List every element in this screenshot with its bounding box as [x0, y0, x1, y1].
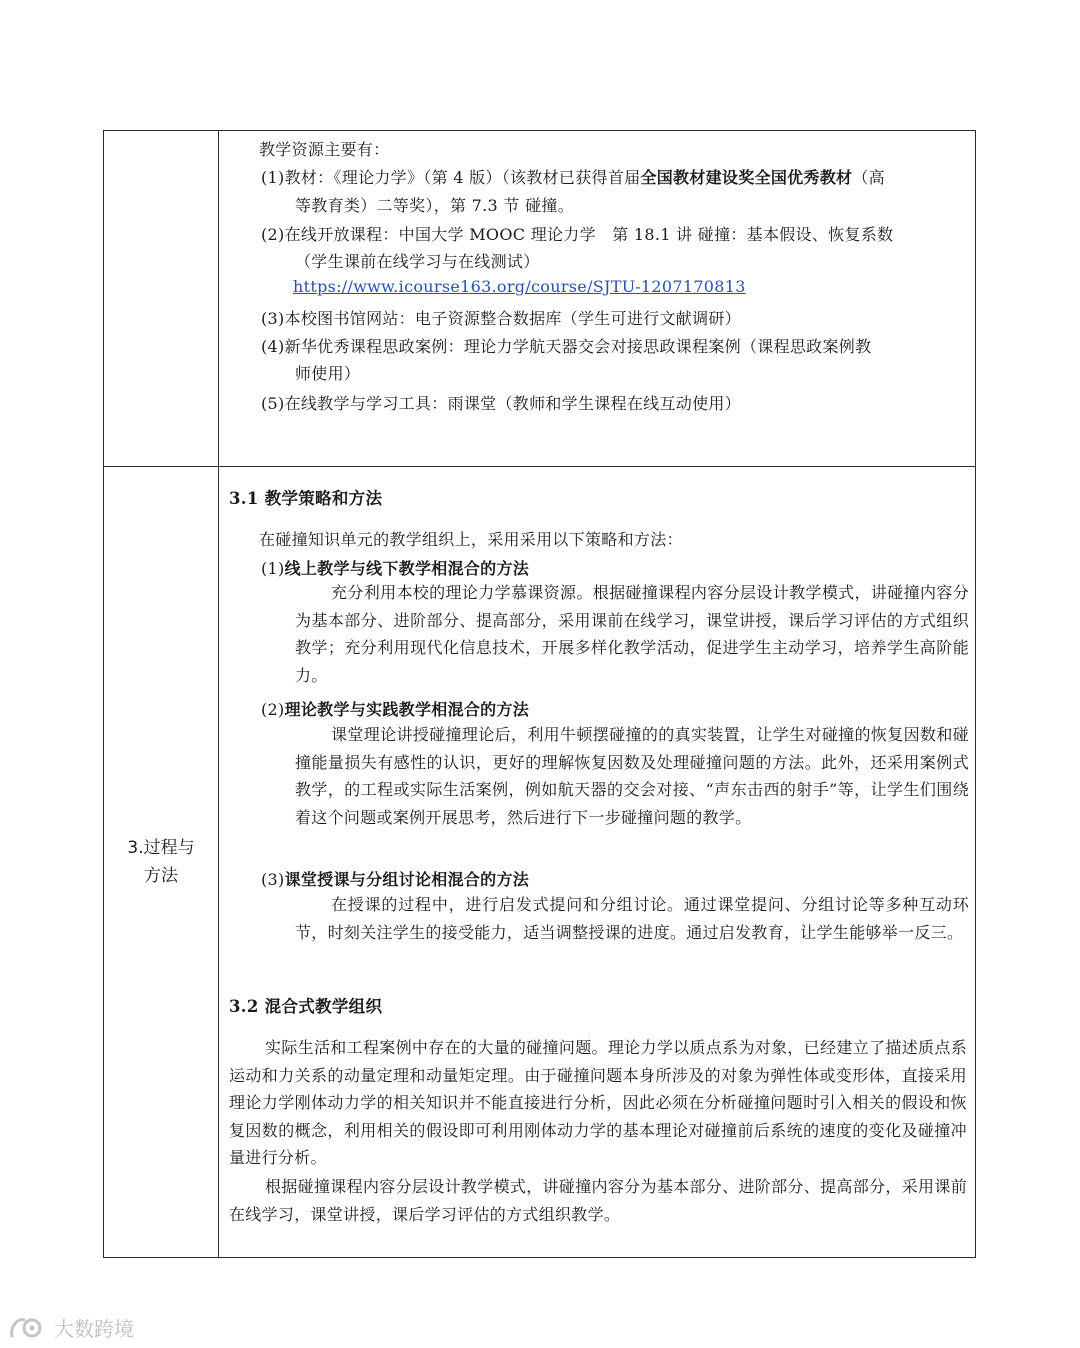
resources-label-cell	[104, 131, 219, 466]
resource-item-1: (1)教材：《理论力学》（第 4 版）（该教材已获得首届全国教材建设奖全国优秀教材（高	[261, 168, 885, 187]
resource-item-1-cont: 等教育类）二等奖），第 7.3 节 碰撞。	[295, 196, 575, 215]
process-content-cell	[219, 467, 975, 1257]
resources-intro: 教学资源主要有：	[259, 140, 390, 159]
resource-item-5: (5)在线教学与学习工具：雨课堂（教师和学生课程在线互动使用）	[261, 394, 741, 413]
method-1-title: (1)线上教学与线下教学相混合的方法	[261, 559, 530, 578]
method-2-body: 课堂理论讲授碰撞理论后，利用牛顿摆碰撞的的真实装置，让学生对碰撞的恢复因数和碰撞能量损失有感性的认识，更好的理解恢复因数及处理碰撞问题的方法。此外，还采用案例式教学，的工程或实际生活案例，例如航天器的交会对接、“声东击西的射手”等，让学生们围绕着这个问题或案例开展思考，然后进行下一步碰撞问题的教学。	[295, 725, 969, 827]
section-heading-3-1: 3.1 教学策略和方法	[229, 489, 383, 508]
method-1-body: 充分利用本校的理论力学慕课资源。根据碰撞课程内容分层设计教学模式，讲碰撞内容分为基本部分、进阶部分、提高部分，采用课前在线学习，课堂讲授，课后学习评估的方式组织教学；充分利用现代化信息技术，开展多样化教学活动，促进学生主动学习，培养学生高阶能力。	[295, 583, 969, 685]
process-row	[104, 466, 975, 1257]
resource-item-3: (3)本校图书馆网站：电子资源整合数据库（学生可进行文献调研）	[261, 309, 741, 328]
watermark-logo-icon	[8, 1314, 48, 1342]
section-heading-3-2: 3.2 混合式教学组织	[229, 997, 383, 1016]
watermark-text: 大数跨境	[54, 1317, 134, 1341]
method-2-title: (2)理论教学与实践教学相混合的方法	[261, 700, 530, 719]
resource-item-2: (2)在线开放课程：中国大学 MOOC 理论力学 第 18.1 讲 碰撞：基本假设、恢复系数	[261, 225, 894, 244]
mooc-url-link[interactable]: https://www.icourse163.org/course/SJTU-1207170813	[293, 277, 746, 296]
method-3-body: 在授课的过程中，进行启发式提问和分组讨论。通过课堂提问、分组讨论等多种互动环节，时刻关注学生的接受能力，适当调整授课的进度。通过启发教育，让学生能够举一反三。	[295, 895, 969, 942]
process-intro: 在碰撞知识单元的教学组织上，采用采用以下策略和方法：	[259, 530, 683, 549]
organization-paragraph-2: 根据碰撞课程内容分层设计教学模式，讲碰撞内容分为基本部分、进阶部分、提高部分，采用课前在线学习，课堂讲授，课后学习评估的方式组织教学。	[229, 1177, 967, 1224]
method-3-title: (3)课堂授课与分组讨论相混合的方法	[261, 870, 530, 889]
resource-item-2-cont: （学生课前在线学习与在线测试）	[295, 252, 540, 271]
resources-content-cell	[219, 131, 975, 466]
watermark	[8, 1313, 134, 1342]
resources-row	[104, 131, 975, 466]
process-label: 3.过程与 方法	[104, 467, 219, 1257]
resource-item-4: (4)新华优秀课程思政案例：理论力学航天器交会对接思政课程案例（课程思政案例教	[261, 337, 872, 356]
mooc-link[interactable]	[293, 277, 746, 296]
organization-paragraph-1: 实际生活和工程案例中存在的大量的碰撞问题。理论力学以质点系为对象，已经建立了描述质点系运动和力关系的动量定理和动量矩定理。由于碰撞问题本身所涉及的对象为弹性体或变形体，直接采用理论力学刚体动力学的相关知识并不能直接进行分析，因此必须在分析碰撞问题时引入相关的假设和恢复因数的概念，利用相关的假设即可利用刚体动力学的基本理论对碰撞前后系统的速度的变化及碰撞冲量进行分析。	[229, 1038, 967, 1167]
document-table	[103, 130, 976, 1258]
resource-item-4-cont: 师使用）	[295, 364, 361, 383]
award-name: 全国教材建设奖全国优秀教材	[640, 168, 853, 187]
